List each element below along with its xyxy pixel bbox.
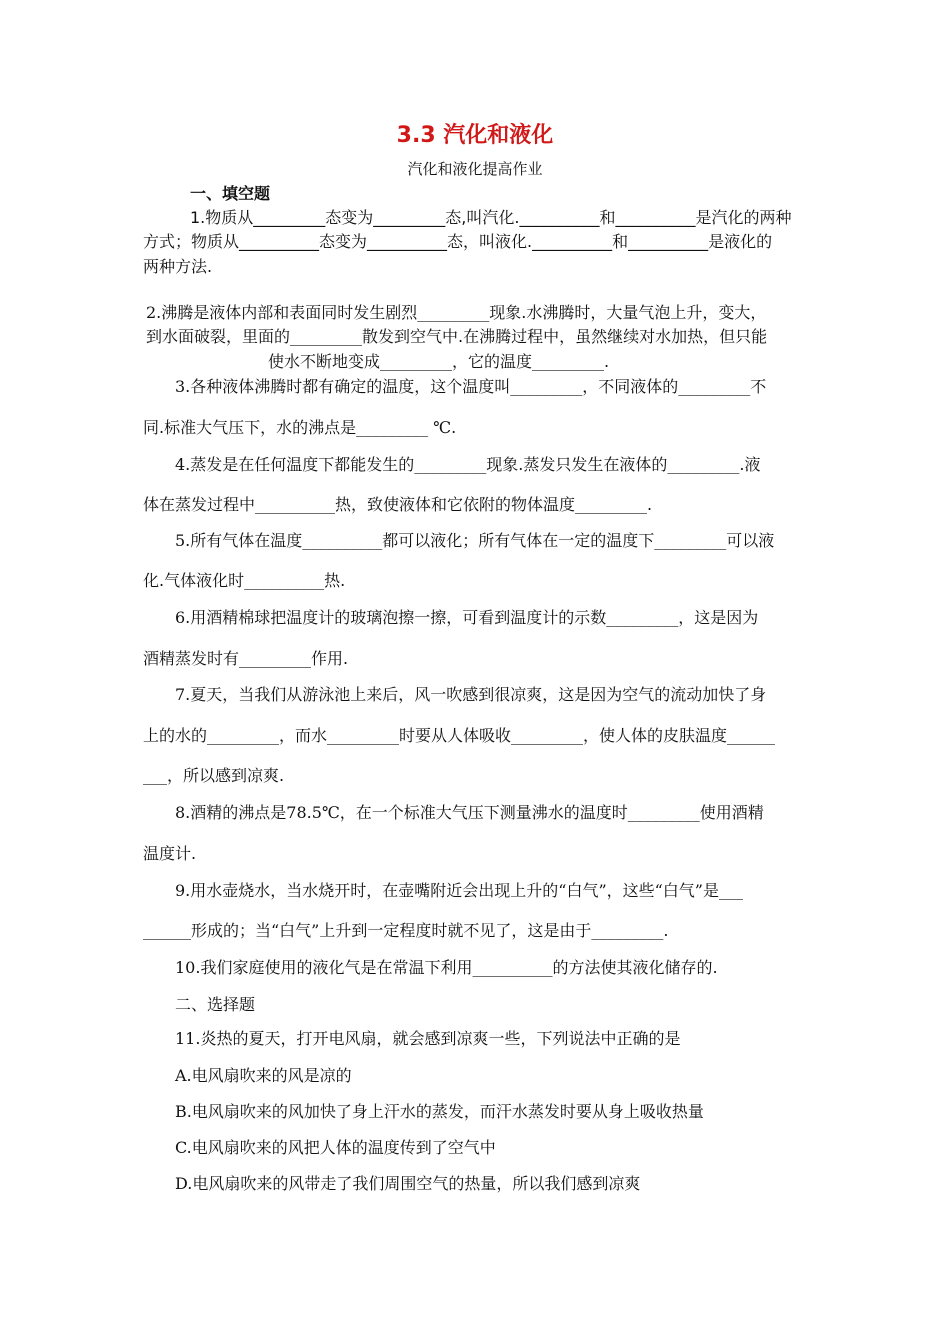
question-11-option-b: B.电风扇吹来的风加快了身上汗水的蒸发，而汗水蒸发时要从身上吸收热量 <box>175 1102 704 1121</box>
question-11-option-c: C.电风扇吹来的风把人体的温度传到了空气中 <box>175 1138 496 1157</box>
question-2-line-3: 使水不断地变成_________，它的温度_________. <box>268 352 610 371</box>
page-title: 3.3 汽化和液化 <box>396 123 554 148</box>
question-9-line-2: ______形成的；当“白气”上升到一定程度时就不见了，这是由于_________. <box>143 921 669 940</box>
question-2-line-1: 2.沸腾是液体内部和表面同时发生剧烈_________现象.水沸腾时，大量气泡上升，变大， <box>146 303 767 322</box>
page-subtitle: 汽化和液化提高作业 <box>407 160 543 178</box>
question-3-line-2: 同.标准大气压下，水的沸点是_________ ℃. <box>143 418 457 437</box>
section-heading-fill-blank: 一、填空题 <box>190 184 271 203</box>
question-10: 10.我们家庭使用的液化气是在常温下利用__________的方法使其液化储存的. <box>175 958 718 977</box>
question-4-line-1: 4.蒸发是在任何温度下都能发生的_________现象.蒸发只发生在液体的_________.液 <box>175 455 761 474</box>
question-5-line-2: 化.气体液化时__________热. <box>143 571 346 590</box>
question-5-line-1: 5.所有气体在温度__________都可以液化；所有气体在一定的温度下_________可以液 <box>175 531 775 550</box>
question-6-line-1: 6.用酒精棉球把温度计的玻璃泡擦一擦，可看到温度计的示数_________，这是因为 <box>175 608 759 627</box>
question-1-line-2: 方式；物质从__________态变为__________态，叫液化.__________和__________是液化的 <box>143 232 773 251</box>
question-6-line-2: 酒精蒸发时有_________作用. <box>143 649 349 668</box>
question-8-line-1: 8.酒精的沸点是78.5℃，在一个标准大气压下测量沸水的温度时_________使用酒精 <box>175 803 764 822</box>
question-11-option-d: D.电风扇吹来的风带走了我们周围空气的热量，所以我们感到凉爽 <box>175 1174 641 1193</box>
question-4-line-2: 体在蒸发过程中__________热，致使液体和它依附的物体温度_________. <box>143 495 653 514</box>
question-3-line-1: 3.各种液体沸腾时都有确定的温度，这个温度叫_________，不同液体的_________不 <box>175 377 767 396</box>
question-7-line-3: ___，所以感到凉爽. <box>143 766 285 785</box>
question-7-line-2: 上的水的_________，而水_________时要从人体吸收_________，使人体的皮肤温度______ <box>143 726 776 745</box>
question-11-stem: 11.炎热的夏天，打开电风扇，就会感到凉爽一些，下列说法中正确的是 <box>175 1029 681 1048</box>
question-9-line-1: 9.用水壶烧水，当水烧开时，在壶嘴附近会出现上升的“白气”，这些“白气”是___ <box>175 881 743 900</box>
question-2-line-2: 到水面破裂，里面的_________散发到空气中.在沸腾过程中，虽然继续对水加热，但只能 <box>146 327 768 346</box>
question-1-line-3: 两种方法. <box>143 257 213 276</box>
section-heading-multiple-choice: 二、选择题 <box>175 995 256 1014</box>
question-11-option-a: A.电风扇吹来的风是凉的 <box>175 1066 352 1085</box>
question-1-line-1: 1.物质从_________态变为_________态,叫汽化.__________和__________是汽化的两种 <box>190 208 792 227</box>
question-7-line-1: 7.夏天，当我们从游泳池上来后，风一吹感到很凉爽，这是因为空气的流动加快了身 <box>175 685 767 704</box>
question-8-line-2: 温度计. <box>143 844 197 863</box>
